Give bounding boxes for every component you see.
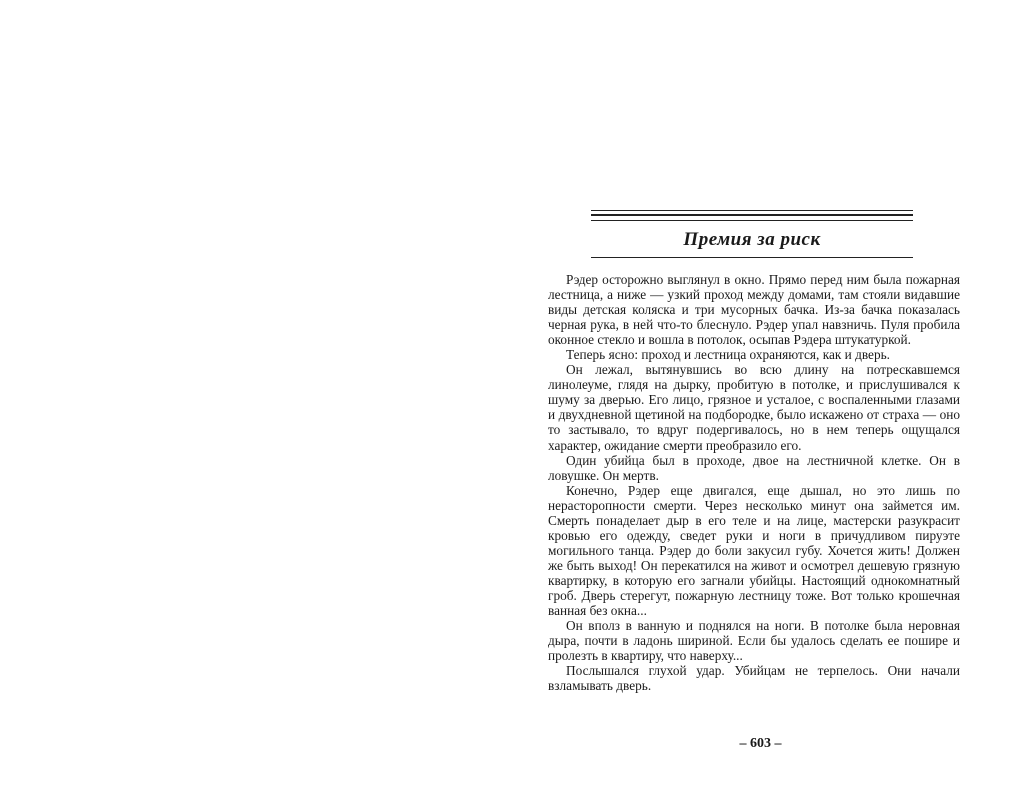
chapter-title: Премия за риск xyxy=(683,229,821,250)
right-page xyxy=(507,0,1014,800)
header-rule-lower xyxy=(591,220,913,221)
header-rule-top xyxy=(591,210,913,211)
paragraph: Он вполз в ванную и поднялся на ноги. В потолке была неровная дыра, почти в ладонь шириной. Если бы удалось сделать ее пошире и пролезть в квартиру, что наверху... xyxy=(548,618,960,664)
page-number: – 603 – xyxy=(739,736,782,751)
paragraph: Один убийца был в проходе, двое на лестничной клетке. Он в ловушке. Он мертв. xyxy=(548,452,960,483)
paragraph: Рэдер осторожно выглянул в окно. Прямо перед ним была пожарная лестница, а ниже — узкий проход между домами, там стояли видавшие виды детская коляска и три мусорных бачка. Из-за бачка показалась черная рука, в ней что-то блеснуло. Рэдер упал навзничь. Пуля пробила оконное стекло и вошла в потолок, осыпав Рэдера штукатуркой. xyxy=(548,272,960,348)
header-rule-bottom xyxy=(591,257,913,258)
paragraph: Послышался глухой удар. Убийцам не терпелось. Они начали взламывать дверь. xyxy=(548,663,960,694)
paragraph: Он лежал, вытянувшись во всю длину на потрескавшемся линолеуме, глядя на дырку, пробитую в потолке, и прислушивался к шуму за дверью. Его лицо, грязное и усталое, с воспаленными глазами и двухдневной щетиной на подбородке, было искажено от страха — оно то застывало, то вдруг подергивалось, но в нем теперь ощущался характер, ожидание смерти преобразило его. xyxy=(548,362,960,453)
chapter-header xyxy=(591,210,913,258)
paragraph: Конечно, Рэдер еще двигался, еще дышал, но это лишь по нерасторопности смерти. Через несколько минут она займется им. Смерть понаделает дыр в его теле и на лице, мастерски разукрасит кровью его одежду, сведет руки и ноги в причудливом пируэте могильного танца. Рэдер до боли закусил губу. Хочется жить! Должен же быть выход! Он перекатился на живот и осмотрел дешевую грязную квартирку, в которую его загнали убийцы. Настоящий однокомнатный гроб. Дверь стерегут, пожарную лестницу тоже. Вот только крошечная ванная без окна... xyxy=(548,482,960,619)
header-rule-middle xyxy=(591,214,913,216)
body-text xyxy=(548,272,960,693)
paragraph: Теперь ясно: проход и лестница охраняются, как и дверь. xyxy=(566,347,890,363)
